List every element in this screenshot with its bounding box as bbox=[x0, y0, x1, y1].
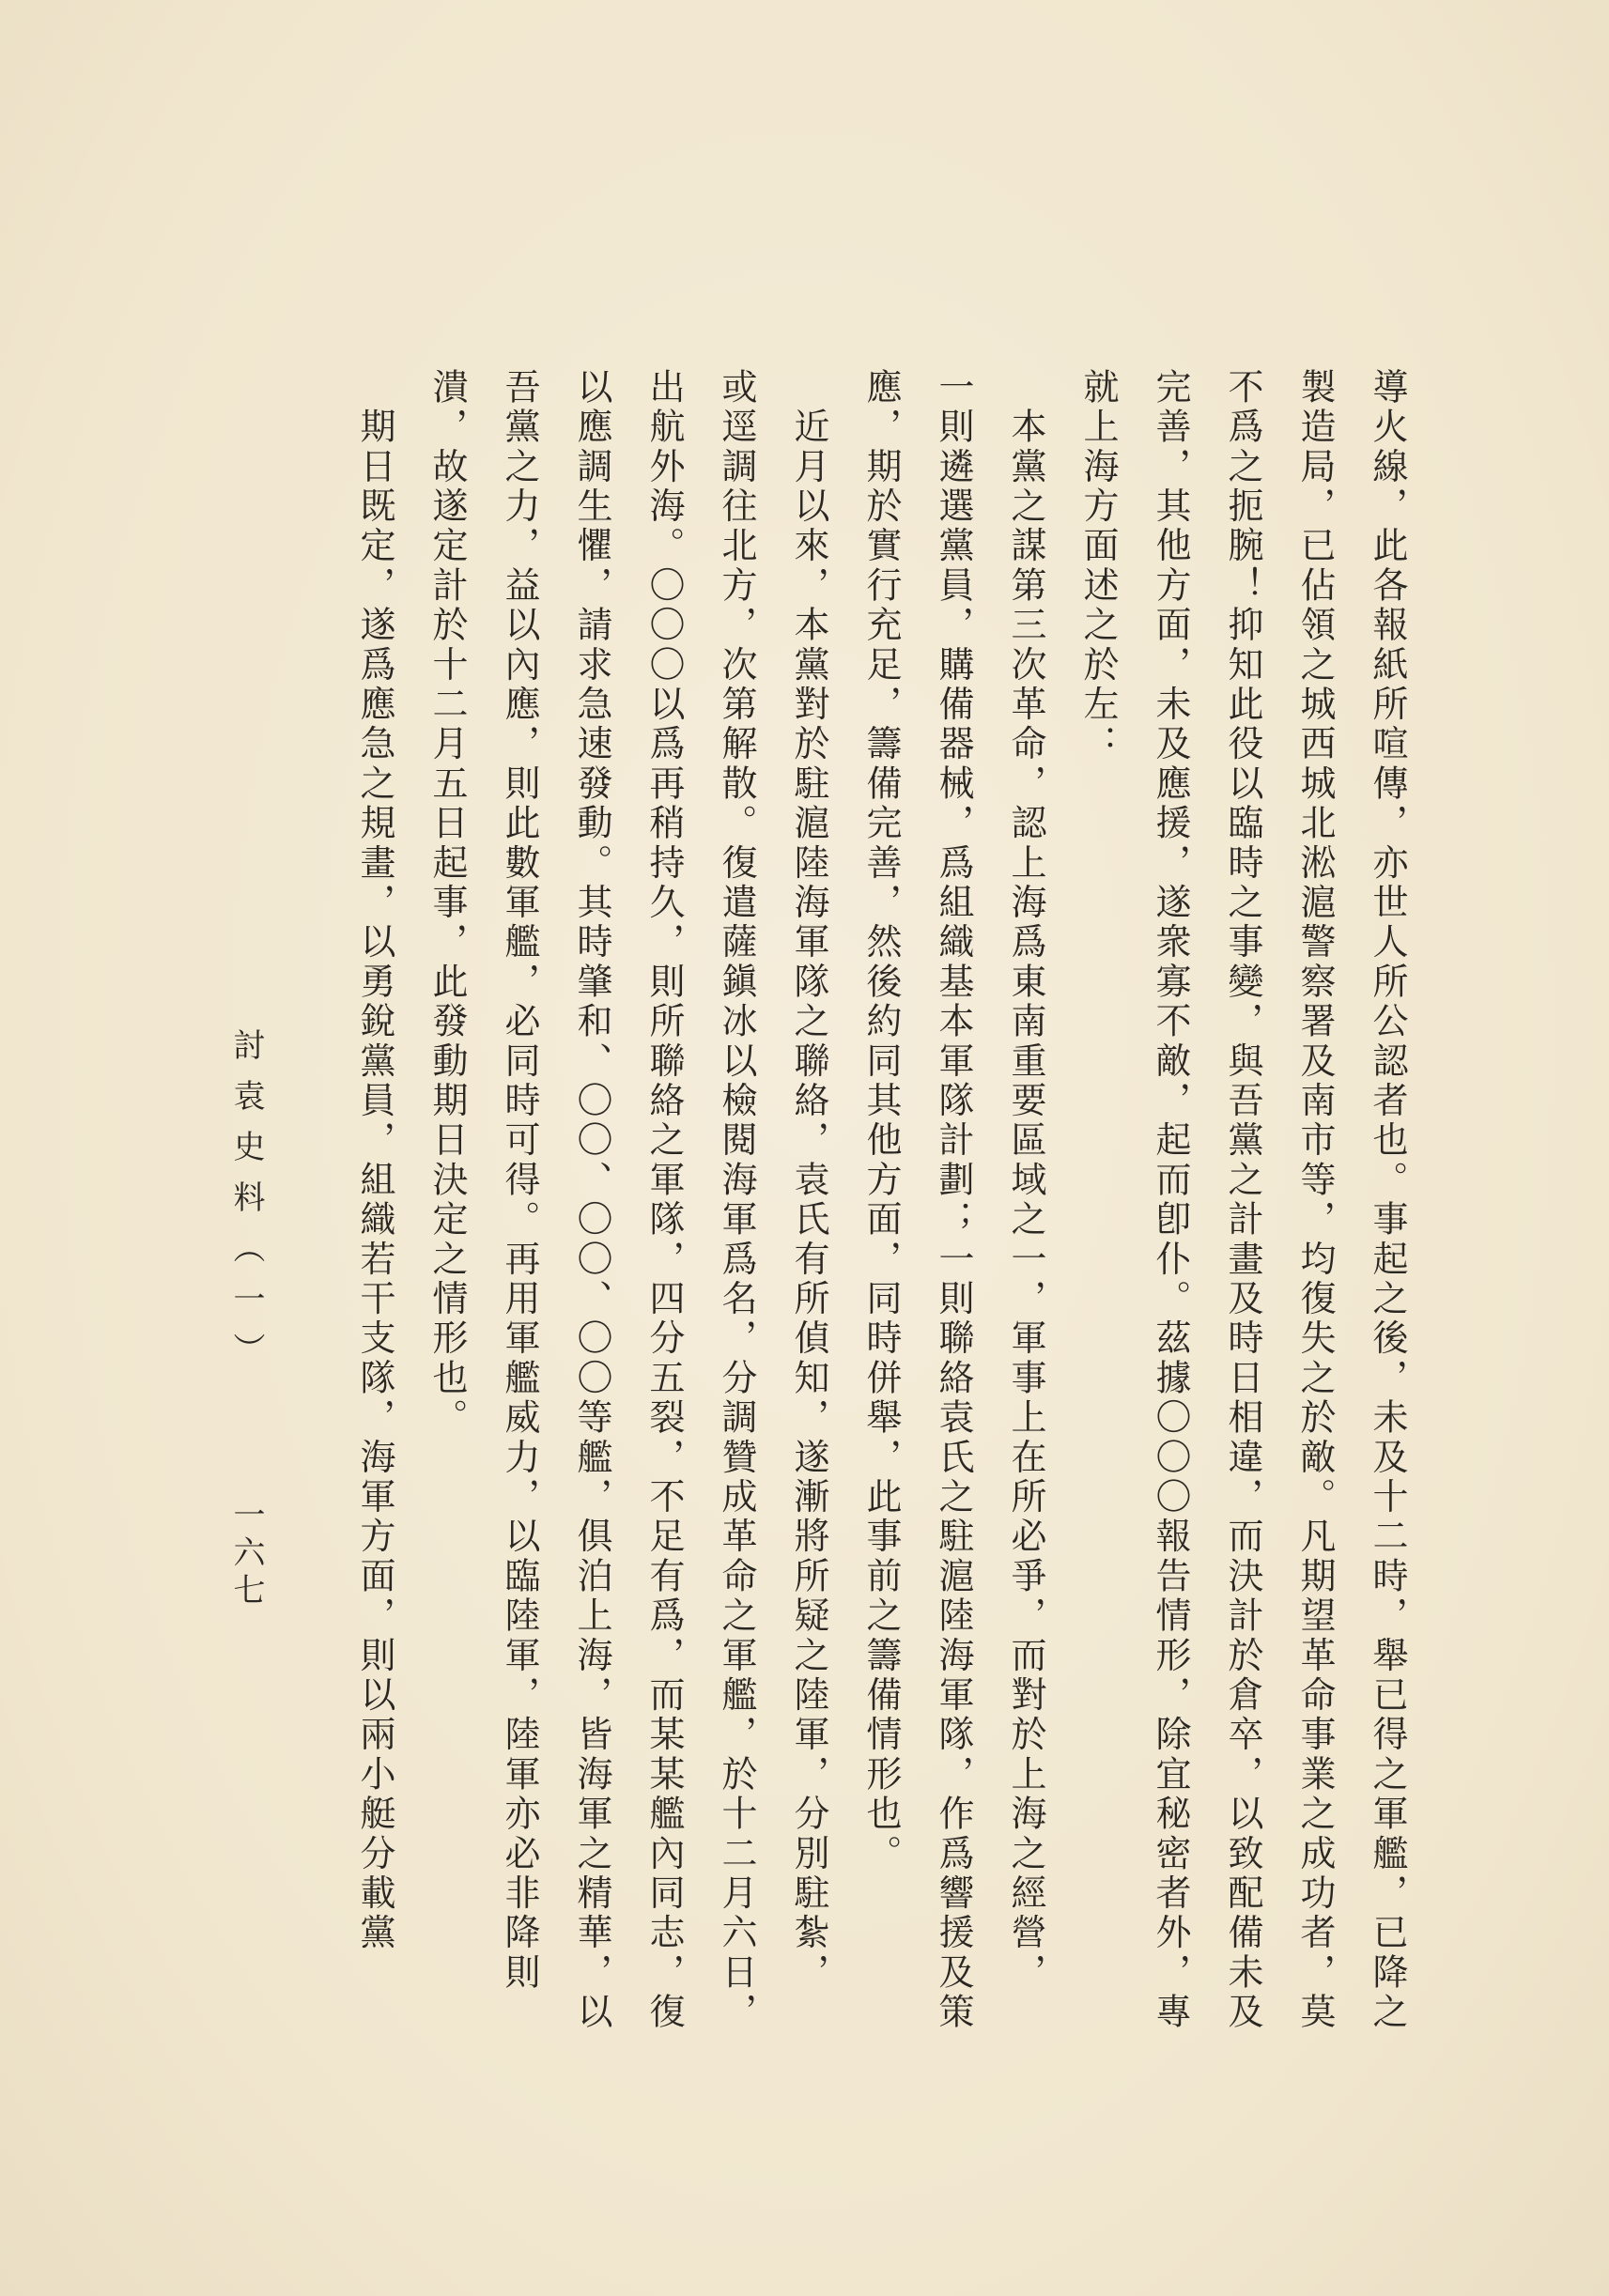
text-column: 潰，故遂定計於十二月五日起事，此發動期日決定之情形也。 bbox=[426, 368, 468, 1439]
body-text bbox=[338, 368, 1423, 2058]
text-column: 吾黨之力，益以內應，則此數軍艦，必同時可得。再用軍艦威力，以臨陸軍，陸軍亦必非降則 bbox=[499, 368, 540, 1994]
text-column: 期日既定，遂爲應急之規畫，以勇銳黨員，組織若干支隊，海軍方面，則以兩小艇分載黨 bbox=[354, 368, 395, 1953]
text-column: 就上海方面述之於左： bbox=[1077, 368, 1119, 764]
text-column: 完善，其他方面，未及應援，遂衆寡不敵，起而卽仆。茲據〇〇〇報告情形，除宜秘密者外，專 bbox=[1150, 368, 1191, 2033]
text-column: 製造局，已佔領之城西城北淞滬警察署及南市等，均復失之於敵。凡期望革命事業之成功者，莫 bbox=[1294, 368, 1336, 2033]
text-column: 本黨之謀第三次革命，認上海爲東南重要區域之一，軍事上在所必爭，而對於上海之經營， bbox=[1005, 368, 1046, 1994]
text-column: 不爲之扼腕！抑知此役以臨時之事變，與吾黨之計畫及時日相違，而決計於倉卒，以致配備未及 bbox=[1222, 368, 1263, 2033]
text-column: 以應調生懼，請求急速發動。其時肇和、〇〇、〇〇、〇〇等艦，俱泊上海，皆海軍之精華，以 bbox=[571, 368, 612, 2033]
text-column: 或逕調往北方，次第解散。復遣薩鎭冰以檢閱海軍爲名，分調贊成革命之軍艦，於十二月六日， bbox=[716, 368, 757, 2033]
book-title: 討袁史料（一） bbox=[227, 1028, 265, 1383]
text-column: 一則遴選黨員，購備器械，爲組織基本軍隊計劃；一則聯絡袁氏之駐滬陸海軍隊，作爲響援及策 bbox=[933, 368, 974, 2033]
text-column: 出航外海。〇〇〇以爲再稍持久，則所聯絡之軍隊，四分五裂，不足有爲，而某某艦內同志，復 bbox=[643, 368, 685, 2033]
text-column: 近月以來，本黨對於駐滬陸海軍隊之聯絡，袁氏有所偵知，遂漸將所疑之陸軍，分別駐紮， bbox=[788, 368, 829, 1994]
page-number: 一六七 bbox=[227, 1498, 265, 1610]
text-column: 應，期於實行充足，籌備完善，然後約同其他方面，同時併舉，此事前之籌備情形也。 bbox=[860, 368, 902, 1874]
text-column: 導火線，此各報紙所喧傳，亦世人所公認者也。事起之後，未及十二時，舉已得之軍艦，已降之 bbox=[1367, 368, 1408, 2033]
